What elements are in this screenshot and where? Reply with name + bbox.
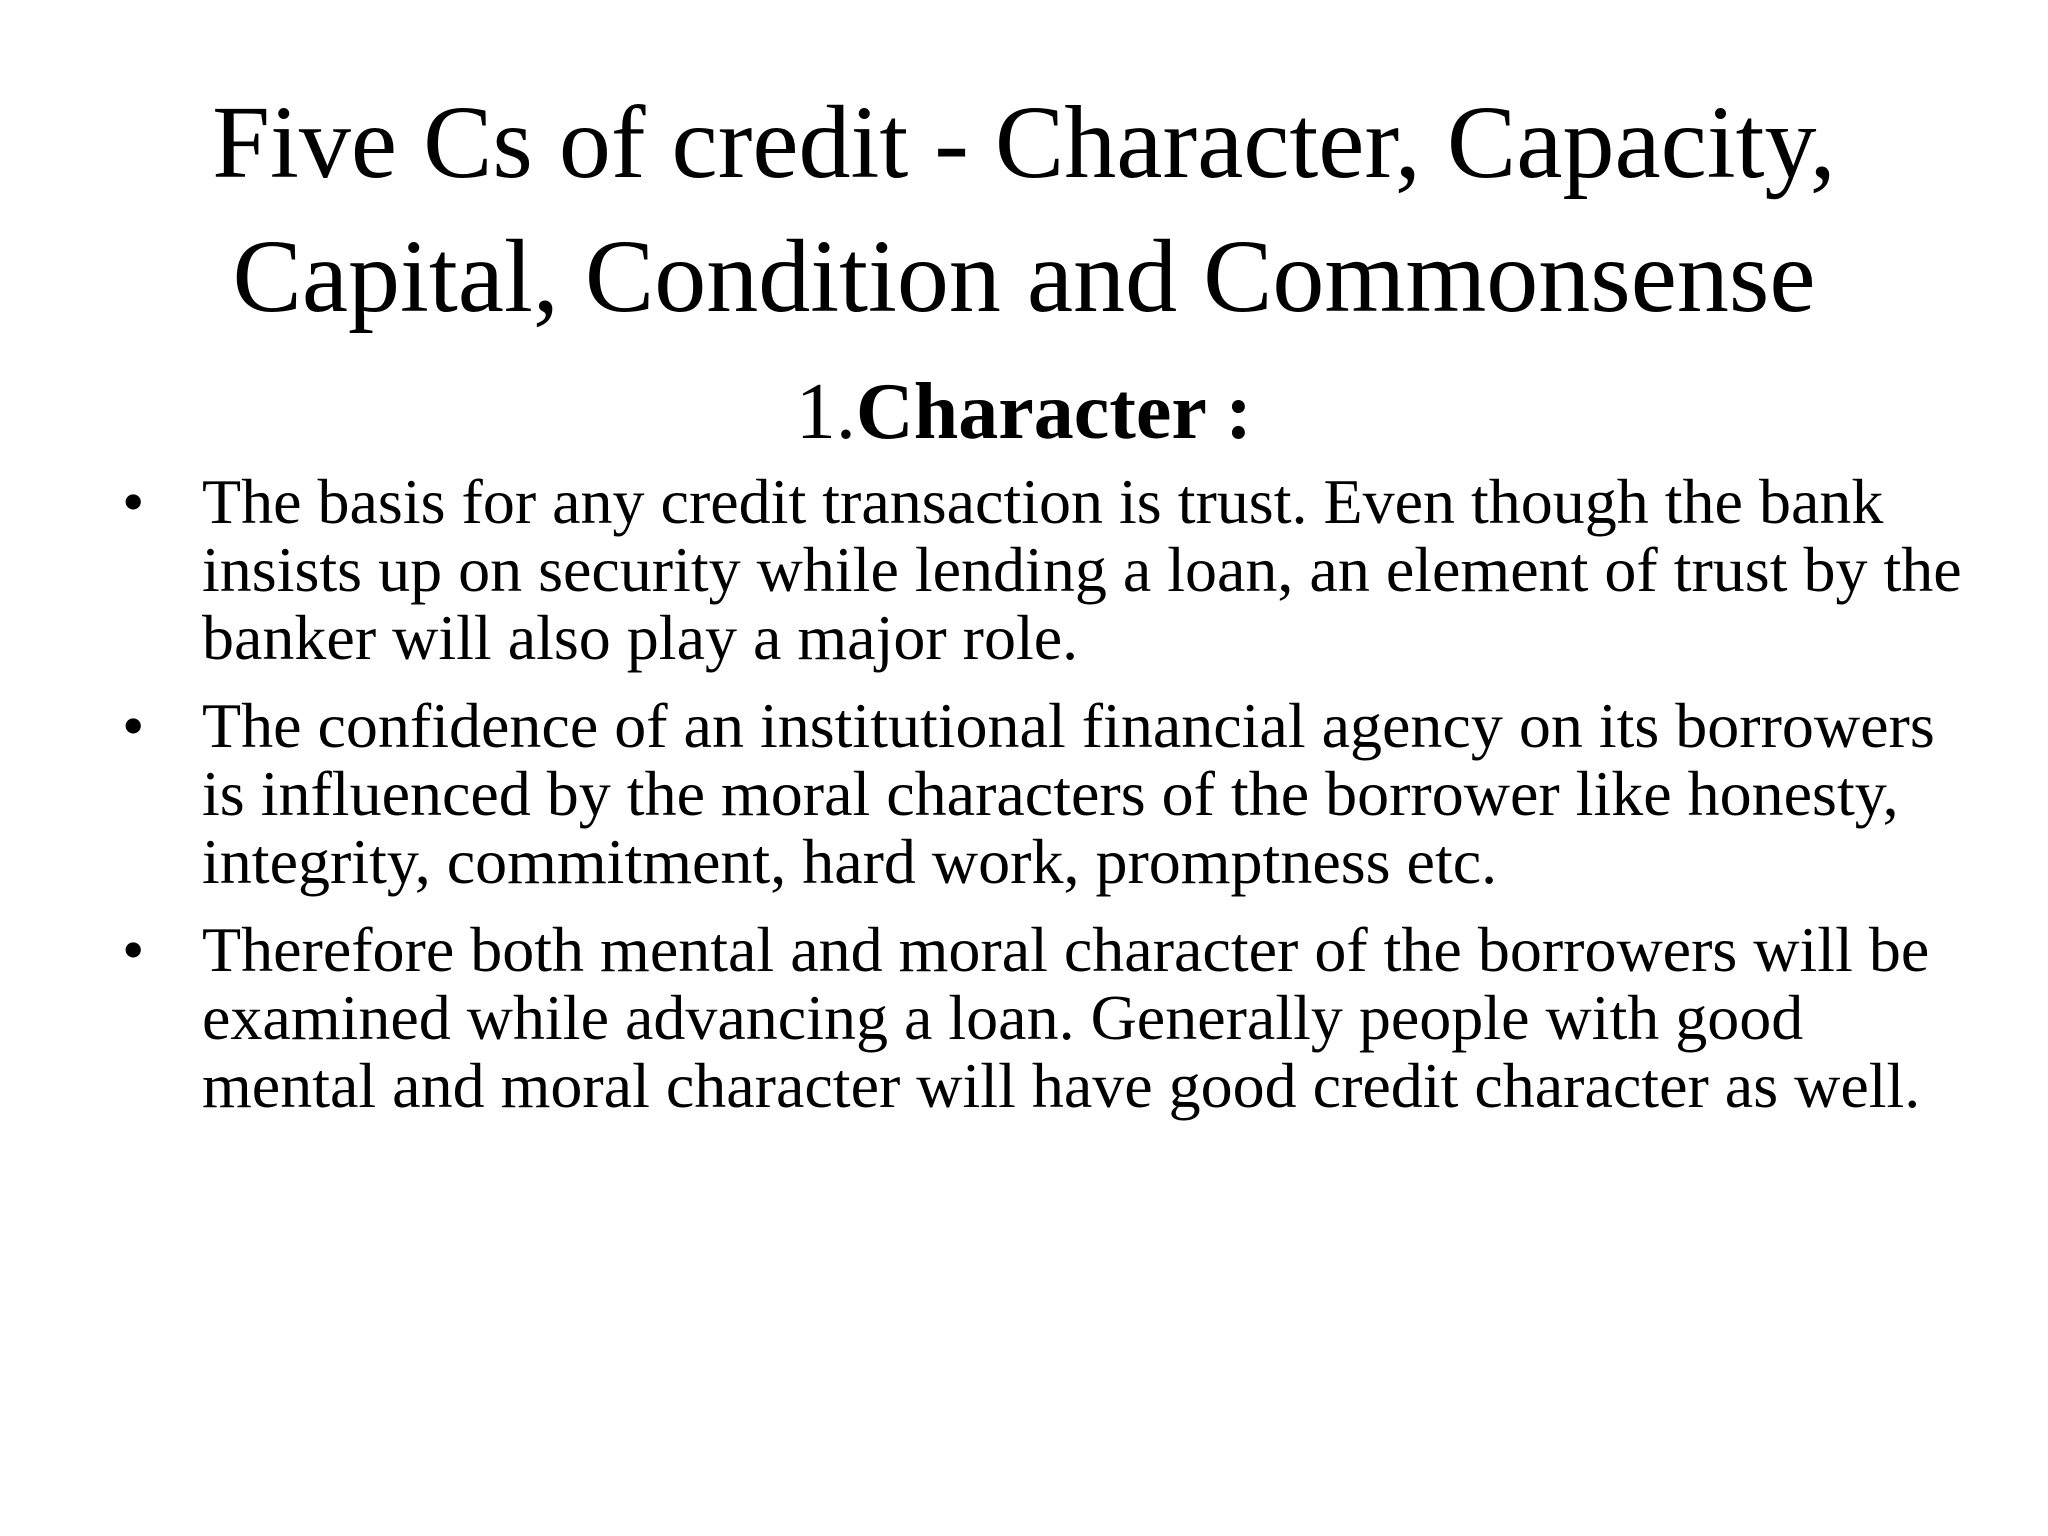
list-item — [0, 468, 2048, 672]
list-item — [0, 916, 2048, 1120]
bullet-icon: • — [122, 466, 145, 537]
bullet-list — [0, 468, 2048, 1140]
slide-title: Five Cs of credit - Character, Capacity, Capital, Condition and Commonsense — [212, 85, 1836, 334]
section-heading — [0, 366, 2048, 458]
section-heading-label: Character : — [855, 368, 1253, 456]
bullet-text: Therefore both mental and moral character of the borrowers will be examined while advancing a loan. Generally people with good mental and moral character will have good credit character as well. — [202, 914, 1930, 1121]
list-item — [0, 692, 2048, 896]
bullet-text: The confidence of an institutional financial agency on its borrowers is influenced by the moral characters of the borrower like honesty, integrity, commitment, hard work, promptness etc. — [202, 690, 1935, 897]
section-number: 1. — [795, 368, 856, 456]
bullet-icon: • — [122, 690, 145, 761]
bullet-text: The basis for any credit transaction is trust. Even though the bank insists up on security while lending a loan, an element of trust by the banker will also play a major role. — [202, 466, 1962, 673]
bullet-icon: • — [122, 914, 145, 985]
